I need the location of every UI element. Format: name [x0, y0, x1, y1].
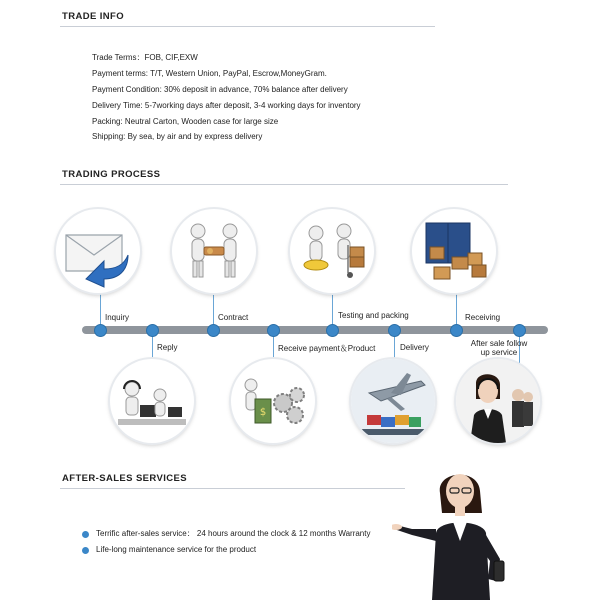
after-sales-item-text: Life-long maintenance service for the product [96, 545, 257, 554]
inquiry-image [56, 209, 140, 293]
step-label-after-sale-line1: After sale follow [470, 339, 528, 348]
timeline-dot-reply [146, 324, 159, 337]
payment-terms-line: Payment terms: T/T, Western Union, PayPal, Escrow,MoneyGram. [92, 68, 327, 78]
step-label-testing: Testing and packing [338, 311, 409, 320]
shipping-line: Shipping: By sea, by air and by express delivery [92, 132, 263, 142]
svg-text:$: $ [259, 407, 267, 418]
envelope-arrow-icon [56, 209, 140, 293]
packing-line: Packing: Neutral Carton, Wooden case for large size [92, 116, 279, 126]
timeline-dot-receiving [450, 324, 463, 337]
timeline-dot-testing [326, 324, 339, 337]
after-sales-item [82, 544, 370, 560]
after-sale-image [456, 359, 540, 443]
step-label-payment: Receive payment＆Product [278, 344, 376, 353]
payment-condition-line: Payment Condition: 30% deposit in advance, 70% balance after delivery [92, 84, 348, 94]
bullet-icon [82, 531, 89, 538]
shipping-container-boxes-icon [412, 209, 496, 293]
after-sales-title: AFTER-SALES SERVICES [62, 473, 188, 484]
timeline-dot-contract [207, 324, 220, 337]
bullet-icon [82, 547, 89, 554]
figures-with-cart-icon [290, 209, 374, 293]
businesswoman-image [392, 463, 522, 600]
reply-image [110, 359, 194, 443]
step-label-inquiry: Inquiry [105, 313, 130, 322]
trading-process-divider [60, 184, 508, 185]
receiving-image [412, 209, 496, 293]
trade-terms-list [92, 52, 361, 147]
trading-process-title: TRADING PROCESS [62, 169, 161, 180]
handshake-figures-icon [172, 209, 256, 293]
step-label-contract: Contract [218, 313, 249, 322]
call-center-icon [110, 359, 194, 443]
airplane-cargo-icon [351, 359, 435, 443]
contract-image [172, 209, 256, 293]
delivery-image [351, 359, 435, 443]
step-label-receiving: Receiving [465, 313, 501, 322]
after-sales-item-text: Terrific after-sales service： 24 hours around the clock & 12 months Warranty [96, 529, 371, 538]
trade-info-divider [60, 26, 435, 27]
testing-packing-image [290, 209, 374, 293]
delivery-time-line: Delivery Time: 5-7working days after deposit, 3-4 working days for inventory [92, 100, 361, 110]
trade-terms-line: Trade Terms：FOB, CIF,EXW [92, 53, 198, 62]
payment-image [231, 359, 315, 443]
timeline-dot-delivery [388, 324, 401, 337]
trade-info-title: TRADE INFO [62, 11, 125, 22]
timeline-dot-payment [267, 324, 280, 337]
support-agent-icon [456, 359, 540, 443]
step-label-reply: Reply [157, 343, 178, 352]
step-label-after-sale-line2: up service [480, 348, 518, 357]
step-label-delivery: Delivery [400, 343, 429, 352]
after-sales-divider [60, 488, 405, 489]
after-sales-list [82, 528, 370, 560]
after-sales-item [82, 528, 370, 544]
timeline-dot-after-sale [513, 324, 526, 337]
timeline-dot-inquiry [94, 324, 107, 337]
step-label-after-sale [458, 339, 540, 357]
money-and-gears-icon [231, 359, 315, 443]
